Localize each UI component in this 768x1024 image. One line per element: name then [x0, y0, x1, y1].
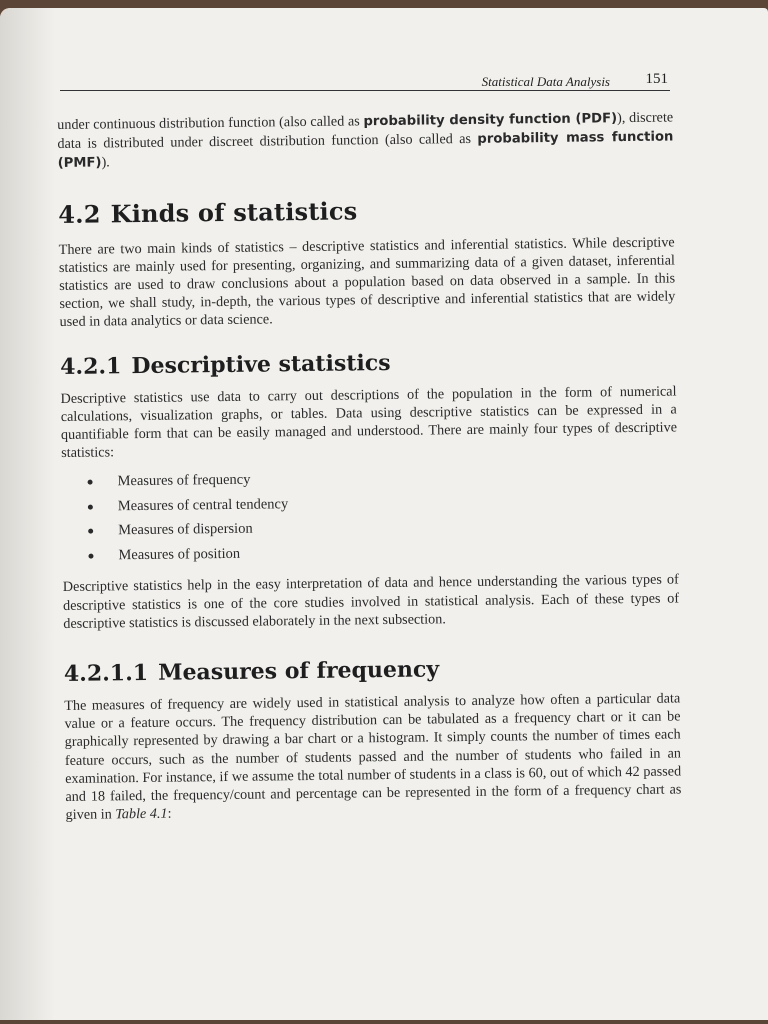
kinds-of-statistics-paragraph: There are two main kinds of statistics – descriptive statistics and inferential statistics. While descriptive statistics are mainly used for presenting, organizing, and summarizing data of a given dataset, inferential statistics are used to draw conclusions about a population based on data observed in a sample. In this section, we shall study, in-depth, the various types of descriptive and inferential statistics that are widely used in data analytics or data science. — [58, 234, 676, 331]
header-rule — [60, 90, 670, 91]
pdf-term: probability density function (PDF) — [363, 111, 618, 130]
descriptive-types-list — [61, 463, 678, 569]
list-item: Measures of dispersion — [88, 512, 678, 544]
descriptive-statistics-paragraph: Descriptive statistics use data to carry out descriptions of the population in the form of numerical calculations, visualization graphs, or tables. Data using descriptive statistics can be expressed in a quantifiable form that can be easily managed and understood. There are mainly four types of descriptive statistics: — [60, 383, 678, 462]
bullet-icon — [88, 480, 93, 485]
bullet-icon — [88, 504, 93, 509]
page-header — [60, 68, 670, 94]
descriptive-summary-paragraph: Descriptive statistics help in the easy interpretation of data and hence understanding the various types of descriptive statistics is one of the core studies involved in statistical analysis. Each of these types of descriptive statistics is discussed elaborately in the next subsection. — [62, 571, 680, 632]
measures-of-frequency-paragraph: The measures of frequency are widely used in statistical analysis to analyze how often a particular data value or a feature occurs. The frequency distribution can be tabulated as a frequency chart or it can be graphically represented by drawing a bar chart or a histogram. It simply counts the number of times each feature occurs, such as the number of students passed and the number of students who failed in an examination. For instance, if we assume the total number of students in a class is 60, out of which 42 passed and 18 failed, the frequency/count and percentage can be represented in the form of a frequency chart as given in Table 4.1: — [64, 690, 682, 824]
running-title: Statistical Data Analysis — [481, 74, 610, 89]
bullet-icon — [88, 529, 93, 534]
table-reference: Table 4.1 — [115, 805, 168, 823]
book-page — [0, 8, 768, 1020]
page-content — [57, 100, 682, 824]
section-heading-4-2: 4.2 Kinds of statistics — [58, 195, 358, 229]
bullet-icon — [88, 553, 93, 558]
page-number: 151 — [645, 71, 668, 87]
intro-paragraph: under continuous distribution function (also called as probability density function (PDF)), discrete data is distributed under discreet distribution function (also called as probability mass function (PMF)). — [57, 109, 674, 172]
section-heading-4-2-1-1: 4.2.1.1 Measures of frequency — [63, 656, 440, 688]
list-item: Measures of frequency — [87, 463, 677, 495]
list-item: Measures of central tendency — [88, 487, 678, 519]
pmf-term: probability mass function (PMF) — [57, 129, 674, 172]
section-heading-4-2-1: 4.2.1 Descriptive statistics — [60, 349, 391, 380]
list-item: Measures of position — [88, 536, 678, 568]
